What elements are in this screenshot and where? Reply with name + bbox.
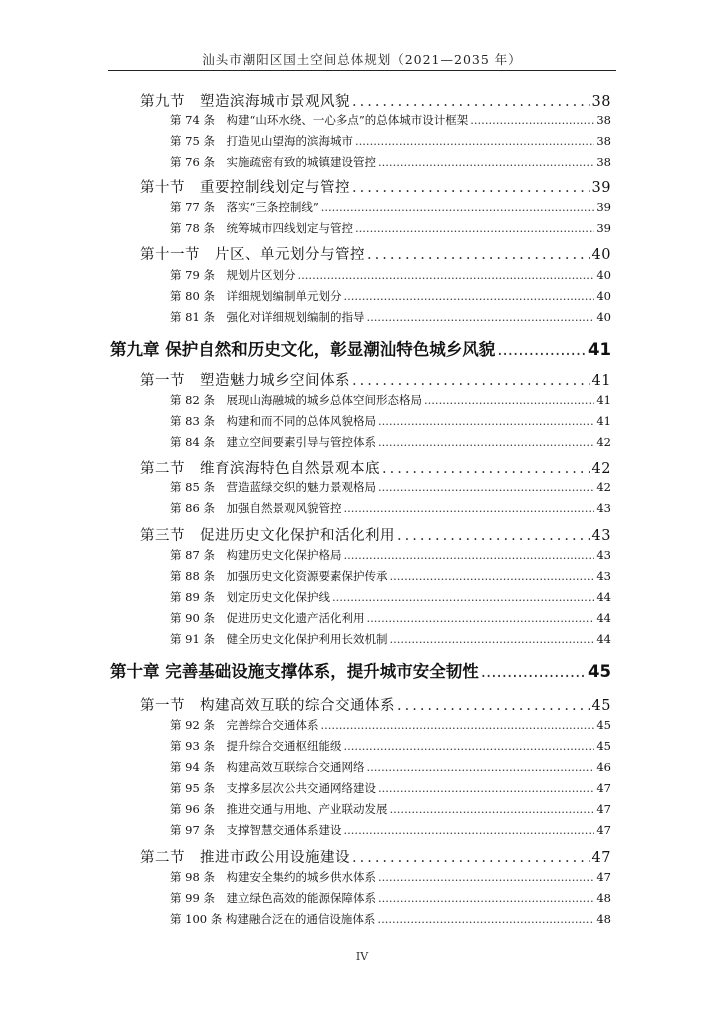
toc-leader-dots [321, 200, 595, 214]
toc-entry-page: 39 [591, 180, 611, 196]
toc-article-entry[interactable] [170, 154, 611, 170]
toc-entry-label: 第 80 条 详细规划编制单元划分 [170, 289, 342, 303]
toc-entry-page: 42 [596, 435, 611, 449]
toc-entry-page: 43 [596, 569, 611, 583]
toc-entry-page: 44 [596, 611, 611, 625]
toc-entry-page: 47 [596, 781, 611, 795]
toc-leader-dots [378, 155, 594, 169]
toc-entry-page: 40 [596, 268, 611, 282]
toc-leader-dots [378, 891, 594, 905]
toc-entry-label: 第 78 条 统筹城市四线划定与管控 [170, 221, 353, 235]
toc-entry-label: 第 84 条 建立空间要素引导与管控体系 [170, 435, 376, 449]
toc-entry-page: 41 [591, 373, 611, 389]
toc-section-entry[interactable] [140, 369, 611, 390]
toc-article-entry[interactable] [170, 112, 611, 128]
toc-leader-dots [397, 528, 590, 544]
toc-leader-dots [389, 569, 594, 583]
toc-entry-page: 42 [591, 461, 611, 477]
toc-leader-dots [378, 781, 594, 795]
toc-entry-page: 45 [596, 718, 611, 732]
toc-article-entry[interactable] [170, 309, 611, 325]
toc-section-entry[interactable] [140, 524, 611, 545]
toc-article-entry[interactable] [170, 267, 611, 283]
toc-entry-label: 第 93 条 提升综合交通枢纽能级 [170, 739, 342, 753]
toc-entry-label: 第 91 条 健全历史文化保护利用长效机制 [170, 632, 388, 646]
toc-article-entry[interactable] [170, 717, 611, 733]
toc-leader-dots [367, 247, 590, 263]
toc-entry-page: 47 [596, 870, 611, 884]
toc-leader-dots [352, 94, 590, 110]
toc-entry-label: 第十一节 片区、单元划分与管控 [140, 247, 365, 263]
toc-entry-label: 第 89 条 划定历史文化保护线 [170, 590, 330, 604]
toc-article-entry[interactable] [170, 288, 611, 304]
toc-article-entry[interactable] [170, 199, 611, 215]
toc-entry-label: 第 77 条 落实“三条控制线” [170, 200, 319, 214]
toc-article-entry[interactable] [170, 822, 611, 838]
toc-entry-label: 第 74 条 构建“山环水绕、一心多点”的总体城市设计框架 [170, 113, 469, 127]
page-number: IV [355, 950, 369, 963]
toc-article-entry[interactable] [170, 413, 611, 429]
toc-entry-label: 第 82 条 展现山海融城的城乡总体空间形态格局 [170, 393, 422, 407]
toc-chapter-entry[interactable] [110, 336, 611, 360]
toc-article-entry[interactable] [170, 780, 611, 796]
toc-entry-label: 第二节 维育滨海特色自然景观本底 [140, 461, 380, 477]
toc-leader-dots [343, 823, 594, 837]
toc-leader-dots [497, 340, 586, 359]
toc-article-entry[interactable] [170, 631, 611, 647]
toc-entry-label: 第一节 构建高效互联的综合交通体系 [140, 698, 395, 714]
toc-entry-page: 45 [588, 662, 611, 681]
toc-leader-dots [424, 393, 594, 407]
toc-entry-page: 44 [596, 632, 611, 646]
toc-entry-label: 第十节 重要控制线划定与管控 [140, 180, 350, 196]
toc-leader-dots [343, 739, 594, 753]
toc-article-entry[interactable] [170, 547, 611, 563]
toc-entry-label: 第 99 条 建立绿色高效的能源保障体系 [170, 891, 376, 905]
toc-entry-page: 44 [596, 590, 611, 604]
toc-entry-label: 第二节 推进市政公用设施建设 [140, 850, 350, 866]
toc-chapter-entry[interactable] [110, 658, 611, 682]
toc-leader-dots [343, 501, 594, 515]
toc-entry-label: 第 95 条 支撑多层次公共交通网络建设 [170, 781, 376, 795]
toc-section-entry[interactable] [140, 457, 611, 478]
toc-entry-page: 46 [596, 760, 611, 774]
toc-article-entry[interactable] [170, 911, 611, 927]
toc-entry-page: 47 [596, 802, 611, 816]
toc-article-entry[interactable] [170, 434, 611, 450]
toc-leader-dots [355, 221, 594, 235]
toc-entry-page: 40 [596, 310, 611, 324]
toc-leader-dots [382, 461, 590, 477]
toc-entry-label: 第 81 条 强化对详细规划编制的指导 [170, 310, 365, 324]
toc-leader-dots [343, 289, 594, 303]
toc-leader-dots [352, 180, 590, 196]
toc-entry-label: 第 96 条 推进交通与用地、产业联动发展 [170, 802, 388, 816]
toc-entry-page: 40 [591, 247, 611, 263]
toc-article-entry[interactable] [170, 801, 611, 817]
toc-entry-label: 第 87 条 构建历史文化保护格局 [170, 548, 342, 562]
toc-entry-label: 第 97 条 支撑智慧交通体系建设 [170, 823, 342, 837]
toc-entry-page: 43 [591, 528, 611, 544]
toc-article-entry[interactable] [170, 738, 611, 754]
toc-entry-page: 38 [591, 94, 611, 110]
running-header: 汕头市潮阳区国土空间总体规划（2021—2035 年） [202, 52, 522, 67]
toc-entry-page: 38 [596, 155, 611, 169]
toc-entry-page: 40 [596, 289, 611, 303]
toc-leader-dots [332, 590, 594, 604]
toc-leader-dots [378, 414, 594, 428]
toc-entry-label: 第 83 条 构建和而不同的总体风貌格局 [170, 414, 376, 428]
toc-entry-label: 第 76 条 实施疏密有致的城镇建设管控 [170, 155, 376, 169]
toc-entry-label: 第九章 保护自然和历史文化，彰显潮汕特色城乡风貌 [110, 340, 496, 359]
toc-entry-label: 第 86 条 加强自然景观风貌管控 [170, 501, 342, 515]
toc-entry-page: 47 [591, 850, 611, 866]
toc-leader-dots [366, 611, 594, 625]
toc-entry-label: 第 85 条 营造蓝绿交织的魅力景观格局 [170, 480, 376, 494]
toc-article-entry[interactable] [170, 392, 611, 408]
toc-entry-page: 38 [596, 113, 611, 127]
toc-leader-dots [366, 760, 594, 774]
toc-entry-label: 第 98 条 构建安全集约的城乡供水体系 [170, 870, 376, 884]
toc-entry-page: 45 [591, 698, 611, 714]
toc-section-entry[interactable] [140, 90, 611, 111]
toc-entry-page: 48 [596, 891, 611, 905]
toc-leader-dots [378, 480, 594, 494]
toc-entry-page: 41 [596, 393, 611, 407]
toc-entry-label: 第 90 条 促进历史文化遗产活化利用 [170, 611, 365, 625]
toc-section-entry[interactable] [140, 176, 611, 197]
toc-leader-dots [343, 548, 594, 562]
toc-article-entry[interactable] [170, 759, 611, 775]
toc-leader-dots [389, 632, 594, 646]
toc-entry-page: 39 [596, 221, 611, 235]
toc-leader-dots [352, 373, 590, 389]
toc-article-entry[interactable] [170, 589, 611, 605]
toc-article-entry[interactable] [170, 568, 611, 584]
toc-leader-dots [320, 718, 594, 732]
toc-article-entry[interactable] [170, 869, 611, 885]
toc-entry-label: 第 79 条 规划片区划分 [170, 268, 296, 282]
toc-entry-label: 第十章 完善基础设施支撑体系，提升城市安全韧性 [110, 662, 479, 681]
toc-entry-label: 第一节 塑造魅力城乡空间体系 [140, 373, 350, 389]
toc-article-entry[interactable] [170, 890, 611, 906]
toc-leader-dots [366, 310, 594, 324]
toc-entry-page: 43 [596, 548, 611, 562]
toc-entry-label: 第 75 条 打造见山望海的滨海城市 [170, 134, 353, 148]
toc-entry-page: 39 [596, 200, 611, 214]
toc-entry-page: 45 [596, 739, 611, 753]
toc-section-entry[interactable] [140, 243, 611, 264]
toc-leader-dots [397, 698, 590, 714]
toc-leader-dots [389, 802, 594, 816]
toc-entry-label: 第三节 促进历史文化保护和活化利用 [140, 528, 395, 544]
toc-entry-label: 第 92 条 完善综合交通体系 [170, 718, 319, 732]
toc-entry-label: 第 94 条 构建高效互联综合交通网络 [170, 760, 365, 774]
toc-leader-dots [297, 268, 594, 282]
toc-leader-dots [378, 870, 594, 884]
toc-section-entry[interactable] [140, 846, 611, 867]
toc-article-entry[interactable] [170, 133, 611, 149]
toc-article-entry[interactable] [170, 610, 611, 626]
toc-entry-page: 43 [596, 501, 611, 515]
toc-leader-dots [481, 662, 586, 681]
toc-entry-page: 41 [596, 414, 611, 428]
toc-entry-page: 38 [596, 134, 611, 148]
toc-entry-label: 第 88 条 加强历史文化资源要素保护传承 [170, 569, 388, 583]
toc-entry-label: 第 100 条 构建融合泛在的通信设施体系 [170, 912, 376, 926]
toc-entry-label: 第九节 塑造滨海城市景观风貌 [140, 94, 350, 110]
toc-entry-page: 47 [596, 823, 611, 837]
toc-entry-page: 42 [596, 480, 611, 494]
toc-leader-dots [355, 134, 594, 148]
toc-entry-page: 48 [596, 912, 611, 926]
toc-entry-page: 41 [588, 340, 611, 359]
toc-article-entry[interactable] [170, 479, 611, 495]
toc-article-entry[interactable] [170, 220, 611, 236]
toc-leader-dots [352, 850, 590, 866]
toc-leader-dots [470, 113, 594, 127]
toc-leader-dots [378, 435, 594, 449]
toc-leader-dots [377, 912, 594, 926]
toc-article-entry[interactable] [170, 500, 611, 516]
toc-section-entry[interactable] [140, 694, 611, 715]
